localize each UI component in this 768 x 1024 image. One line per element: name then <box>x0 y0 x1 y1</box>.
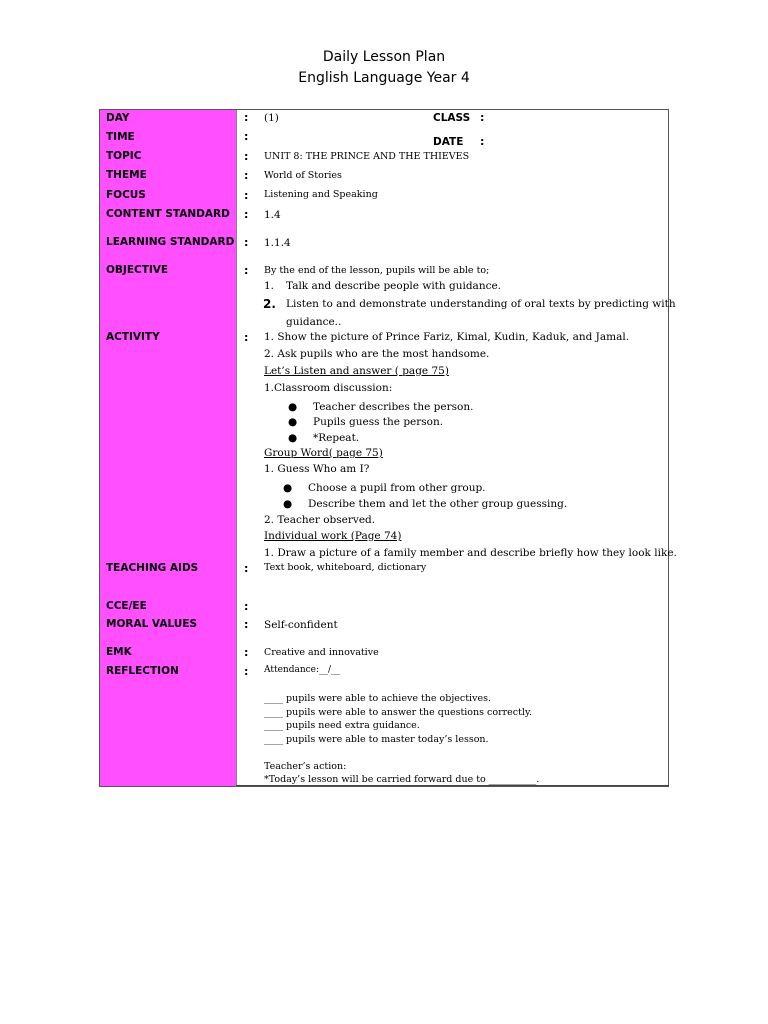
value-theme: World of Stories <box>264 170 342 181</box>
objective-item: Listen to and demonstrate understanding of oral texts by predicting with <box>286 298 676 310</box>
activity-line: 2. Ask pupils who are the most handsome. <box>264 348 490 360</box>
value-day: (1) <box>264 112 279 124</box>
reflection-attendance: Attendance:__/__ <box>264 665 341 675</box>
colon: : <box>244 150 249 163</box>
label-topic: TOPIC <box>106 150 142 162</box>
label-emk: EMK <box>106 646 132 658</box>
bullet-item: ● Describe them and let the other group guessing. <box>283 498 568 510</box>
colon: : <box>244 618 249 631</box>
label-class: CLASS <box>433 112 471 124</box>
activity-step: 1.Classroom discussion: <box>264 382 393 394</box>
bottom-rule <box>236 785 669 786</box>
colon: : <box>244 236 249 249</box>
reflection-line: ____ pupils were able to answer the questions correctly. <box>264 707 533 718</box>
reflection-line: ____ pupils were able to achieve the objectives. <box>264 693 491 704</box>
colon: : <box>244 208 249 221</box>
reflection-action-label: Teacher’s action: <box>264 761 347 772</box>
label-content-standard: CONTENT STANDARD <box>106 208 230 220</box>
objective-item-cont: guidance.. <box>286 316 342 328</box>
reflection-line: ____ pupils were able to master today’s lesson. <box>264 734 489 745</box>
colon: : <box>244 600 249 613</box>
activity-heading: Individual work (Page 74) <box>264 530 402 542</box>
reflection-action-text: *Today’s lesson will be carried forward due to __________. <box>264 774 540 785</box>
page-title: Daily Lesson Plan <box>322 49 446 65</box>
colon: : <box>244 562 249 575</box>
objective-intro: By the end of the lesson, pupils will be able to; <box>264 265 490 276</box>
value-moral-values: Self-confident <box>264 619 338 631</box>
activity-heading: Group Word( page 75) <box>264 447 383 459</box>
label-teaching-aids: TEACHING AIDS <box>106 562 199 574</box>
colon: : <box>480 111 485 124</box>
objective-number: 1. <box>264 280 275 292</box>
colon: : <box>480 135 485 148</box>
label-cce-ee: CCE/EE <box>106 600 147 612</box>
label-moral-values: MORAL VALUES <box>106 618 198 630</box>
bullet-item: ● Teacher describes the person. <box>288 401 474 413</box>
colon: : <box>244 665 249 678</box>
activity-step: 1. Draw a picture of a family member and describe briefly how they look like. <box>264 547 677 559</box>
label-reflection: REFLECTION <box>106 665 179 677</box>
label-objective: OBJECTIVE <box>106 264 169 276</box>
value-learning-standard: 1.1.4 <box>264 237 291 249</box>
bullet-item: ● Pupils guess the person. <box>288 416 444 428</box>
bullet-icon: ● <box>288 401 298 413</box>
label-time: TIME <box>106 131 135 143</box>
bullet-icon: ● <box>283 482 293 494</box>
bullet-item: ● Choose a pupil from other group. <box>283 482 486 494</box>
colon: : <box>244 646 249 659</box>
bullet-icon: ● <box>283 498 293 510</box>
bullet-icon: ● <box>288 432 298 444</box>
colon: : <box>244 111 249 124</box>
reflection-line: ____ pupils need extra guidance. <box>264 720 420 731</box>
label-learning-standard: LEARNING STANDARD <box>106 236 235 248</box>
activity-heading: Let’s Listen and answer ( page 75) <box>264 365 449 377</box>
bullet-item: ● *Repeat. <box>288 432 360 444</box>
colon: : <box>244 264 249 277</box>
value-focus: Listening and Speaking <box>264 189 378 200</box>
value-topic: UNIT 8: THE PRINCE AND THE THIEVES <box>264 151 470 162</box>
objective-item: Talk and describe people with guidance. <box>286 280 502 292</box>
colon: : <box>244 189 249 202</box>
label-date: DATE <box>433 136 464 148</box>
value-emk: Creative and innovative <box>264 647 379 658</box>
label-activity: ACTIVITY <box>106 331 160 343</box>
activity-line: 1. Show the picture of Prince Fariz, Kimal, Kudin, Kaduk, and Jamal. <box>264 331 630 343</box>
colon: : <box>244 331 249 344</box>
colon: : <box>244 169 249 182</box>
activity-step: 1. Guess Who am I? <box>264 463 370 475</box>
value-content-standard: 1.4 <box>264 209 281 221</box>
label-focus: FOCUS <box>106 189 146 201</box>
activity-step: 2. Teacher observed. <box>264 514 376 526</box>
value-teaching-aids: Text book, whiteboard, dictionary <box>264 562 427 573</box>
objective-number: 2. <box>263 297 276 311</box>
colon: : <box>244 130 249 143</box>
bullet-icon: ● <box>288 416 298 428</box>
label-theme: THEME <box>106 169 147 181</box>
label-day: DAY <box>106 112 130 124</box>
page-subtitle: English Language Year 4 <box>298 70 470 86</box>
